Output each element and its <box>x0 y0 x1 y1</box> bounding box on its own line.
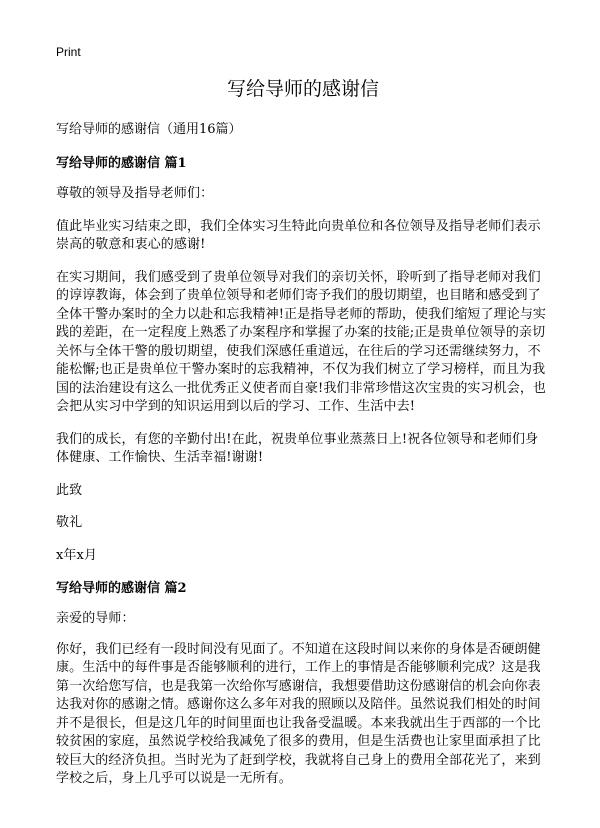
paragraph: x年x月 <box>56 547 98 563</box>
paragraph: 敬礼 <box>56 515 83 530</box>
paragraph: 此致 <box>56 482 83 498</box>
page-title: 写给导师的感谢信 <box>226 78 379 100</box>
section-heading: 写给导师的感谢信 篇1 <box>56 156 187 171</box>
letter-section-2 <box>56 579 550 789</box>
section-heading: 写给导师的感谢信 篇2 <box>56 581 187 596</box>
paragraph: 在实习期间，我们感受到了贵单位领导对我们的亲切关怀，聆听到了指导老师对我们的谆谆教诲，体会到了贵单位领导和老师们寄予我们的殷切期望，也目睹和感受到了全体干警办案时的全力以赴和忘我精神!正是指导老师的帮助，使我们缩短了理论与实践的差距，在一定程度上熟悉了办案程序和掌握了办案的技能;正是贵单位领导的亲切关怀与全体干警的殷切期望，使我们深感任重道远，在往后的学习还需继续努力，不能松懈;也正是贵单位干警办案时的忘我精神，不仅为我们树立了学习榜样，而且为我国的法治建设有这么一批优秀正义使者而自豪!我们非常珍惜这次宝贵的实习机会，也会把从实习中学到的知识运用到以后的学习、工作、生活中去! <box>56 269 547 414</box>
print-link[interactable]: Print <box>56 45 81 59</box>
paragraph: 你好，我们已经有一段时间没有见面了。不知道在这段时间以来你的身体是否硬朗健康。生活中的每件事是否能够顺利的进行，工作上的事情是否能够顺利完成？这是我第一次给您写信，也是我第一次给你写感谢信，我想要借助这份感谢信的机会向你表达我对你的感谢之情。感谢你这么多年对我的照顾以及陪伴。虽然说我们相处的时间并不是很长，但是这几年的时间里面也让我备受温暖。本来我就出生于西部的一个比较贫困的家庭，虽然说学校给我减免了很多的费用，但是生活费也让家里面承担了比较巨大的经济负担。当时光为了赶到学校，我就将自己身上的费用全部花光了，来到学校之后，身上几乎可以说是一无所有。 <box>56 641 541 786</box>
letter-section-1 <box>56 154 550 565</box>
document-subtitle: 写给导师的感谢信（通用16篇） <box>56 122 242 137</box>
paragraph: 我们的成长，有您的辛勤付出!在此，祝贵单位事业蒸蒸日上!祝各位领导和老师们身体健康、工作愉快、生活幸福!谢谢! <box>56 431 539 465</box>
paragraph: 值此毕业实习结束之即，我们全体实习生特此向贵单位和各位领导及指导老师们表示崇高的敬意和衷心的感谢! <box>56 218 541 252</box>
paragraph: 尊敬的领导及指导老师们： <box>56 186 214 201</box>
paragraph: 亲爱的导师： <box>56 611 135 626</box>
